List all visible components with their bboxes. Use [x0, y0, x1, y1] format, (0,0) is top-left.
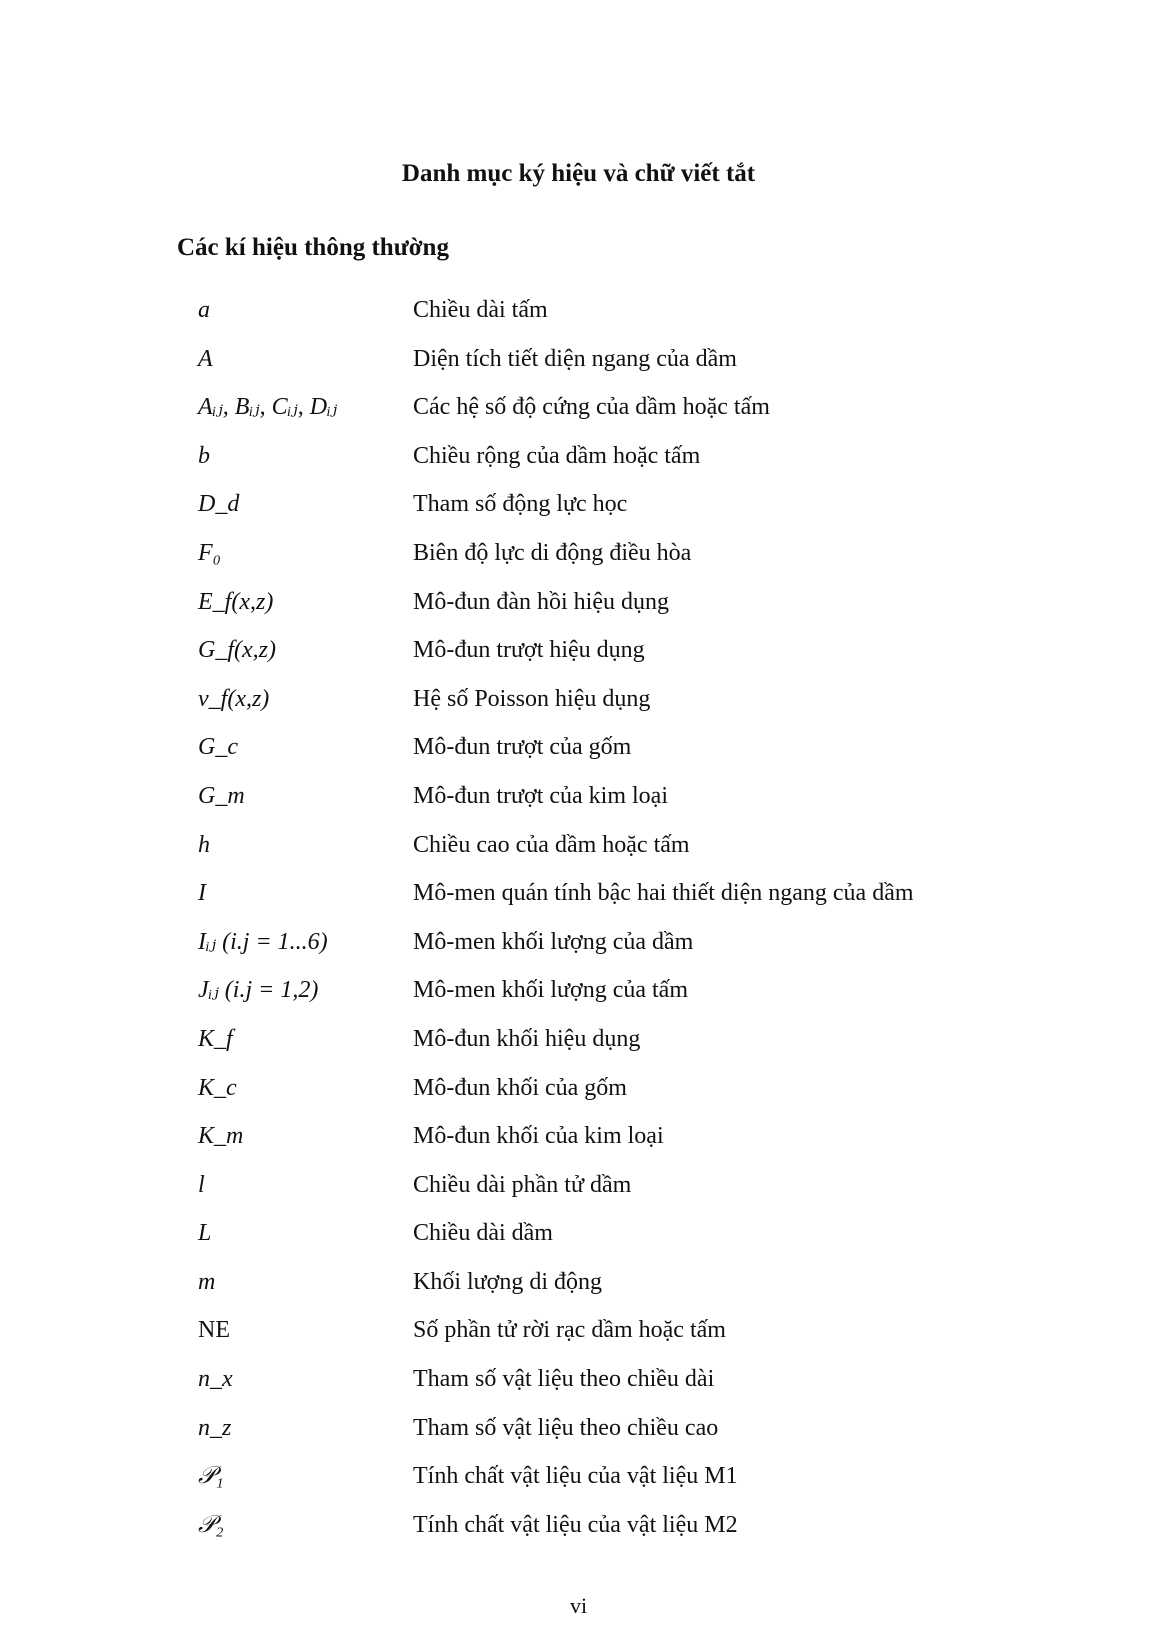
symbol: D_d — [198, 491, 240, 518]
symbol-description: Mô-men quán tính bậc hai thiết diện ngang của dầm — [413, 880, 914, 907]
symbol-row — [198, 1314, 1078, 1363]
symbol-description: Mô-đun trượt hiệu dụng — [413, 637, 645, 664]
symbol: 𝒫₂ — [198, 1511, 224, 1538]
symbol: n_x — [198, 1366, 233, 1393]
symbol-row — [198, 391, 1078, 440]
symbol: ν_f(x,z) — [198, 685, 270, 712]
symbol-row — [198, 343, 1078, 392]
symbol-row — [198, 488, 1078, 537]
symbol-description: Số phần tử rời rạc dầm hoặc tấm — [413, 1317, 726, 1344]
symbol-row — [198, 1509, 1078, 1558]
symbol-row — [198, 1460, 1078, 1509]
symbol-description: Tham số động lực học — [413, 491, 628, 518]
symbol: h — [198, 831, 210, 858]
symbol-description: Khối lượng di động — [413, 1268, 603, 1295]
symbol: a — [198, 297, 210, 323]
symbol-description: Chiều cao của dầm hoặc tấm — [413, 831, 690, 858]
symbol: E_f(x,z) — [198, 588, 274, 615]
symbol-description: Chiều dài phần tử dầm — [413, 1171, 632, 1198]
symbol-description: Biên độ lực di động điều hòa — [413, 539, 692, 566]
symbol-description: Diện tích tiết diện ngang của dầm — [413, 345, 737, 372]
symbol-description: Chiều dài tấm — [413, 297, 548, 323]
symbol-description: Tính chất vật liệu của vật liệu M1 — [413, 1463, 738, 1490]
symbol-description: Mô-đun trượt của gốm — [413, 734, 632, 761]
symbol-description: Mô-đun khối của gốm — [413, 1074, 627, 1101]
symbol-description: Hệ số Poisson hiệu dụng — [413, 685, 651, 712]
symbol-row — [198, 731, 1078, 780]
symbol-row — [198, 1169, 1078, 1218]
symbol-row — [198, 634, 1078, 683]
symbol: Aᵢⱼ, Bᵢⱼ, Cᵢⱼ, Dᵢⱼ — [198, 394, 338, 421]
symbol-row — [198, 1023, 1078, 1072]
page-number: vi — [569, 1593, 588, 1618]
symbol-description: Mô-men khối lượng của dầm — [413, 928, 694, 955]
symbol-row — [198, 877, 1078, 926]
symbol-description: Mô-đun khối hiệu dụng — [413, 1025, 641, 1052]
symbol-row — [198, 1412, 1078, 1461]
symbol-description: Mô-đun trượt của kim loại — [413, 782, 668, 809]
symbol-table — [198, 294, 1078, 1557]
symbol: L — [198, 1220, 212, 1247]
symbol-row — [198, 440, 1078, 489]
page-title: Danh mục ký hiệu và chữ viết tắt — [401, 160, 756, 187]
symbol-row — [198, 1363, 1078, 1412]
symbol-row — [198, 829, 1078, 878]
symbol: NE — [198, 1317, 230, 1344]
symbol: G_m — [198, 782, 245, 809]
symbol-description: Mô-đun khối của kim loại — [413, 1123, 664, 1150]
symbol: I — [198, 880, 206, 907]
symbol-description: Tham số vật liệu theo chiều dài — [413, 1366, 715, 1393]
symbol-row — [198, 294, 1078, 343]
symbol: Iᵢⱼ (i.j = 1...6) — [198, 928, 328, 955]
symbol: m — [198, 1268, 216, 1295]
symbol: 𝒫₁ — [198, 1463, 224, 1490]
symbol-row — [198, 1266, 1078, 1315]
section-heading: Các kí hiệu thông thường — [177, 234, 449, 261]
symbol-description: Tham số vật liệu theo chiều cao — [413, 1414, 719, 1441]
symbol-description: Các hệ số độ cứng của dầm hoặc tấm — [413, 394, 770, 421]
symbol-row — [198, 1217, 1078, 1266]
symbol: G_f(x,z) — [198, 637, 276, 664]
symbol-row — [198, 780, 1078, 829]
symbol-row — [198, 926, 1078, 975]
symbol: n_z — [198, 1414, 232, 1441]
symbol-row — [198, 974, 1078, 1023]
symbol: b — [198, 442, 210, 469]
symbol-row — [198, 586, 1078, 635]
symbol: K_f — [198, 1025, 233, 1052]
symbol-row — [198, 537, 1078, 586]
symbol-description: Tính chất vật liệu của vật liệu M2 — [413, 1511, 738, 1538]
symbol-description: Chiều rộng của dầm hoặc tấm — [413, 442, 701, 469]
symbol: Jᵢⱼ (i.j = 1,2) — [198, 977, 319, 1004]
symbol: G_c — [198, 734, 238, 761]
symbol: l — [198, 1171, 205, 1198]
symbol-row — [198, 1072, 1078, 1121]
symbol: K_c — [198, 1074, 237, 1101]
symbol-row — [198, 683, 1078, 732]
symbol: F₀ — [198, 539, 222, 566]
symbol-description: Mô-men khối lượng của tấm — [413, 977, 688, 1004]
symbol: A — [198, 345, 213, 372]
symbol-description: Chiều dài dầm — [413, 1220, 553, 1247]
symbol-row — [198, 1120, 1078, 1169]
symbol-description: Mô-đun đàn hồi hiệu dụng — [413, 588, 669, 615]
symbol: K_m — [198, 1123, 244, 1150]
